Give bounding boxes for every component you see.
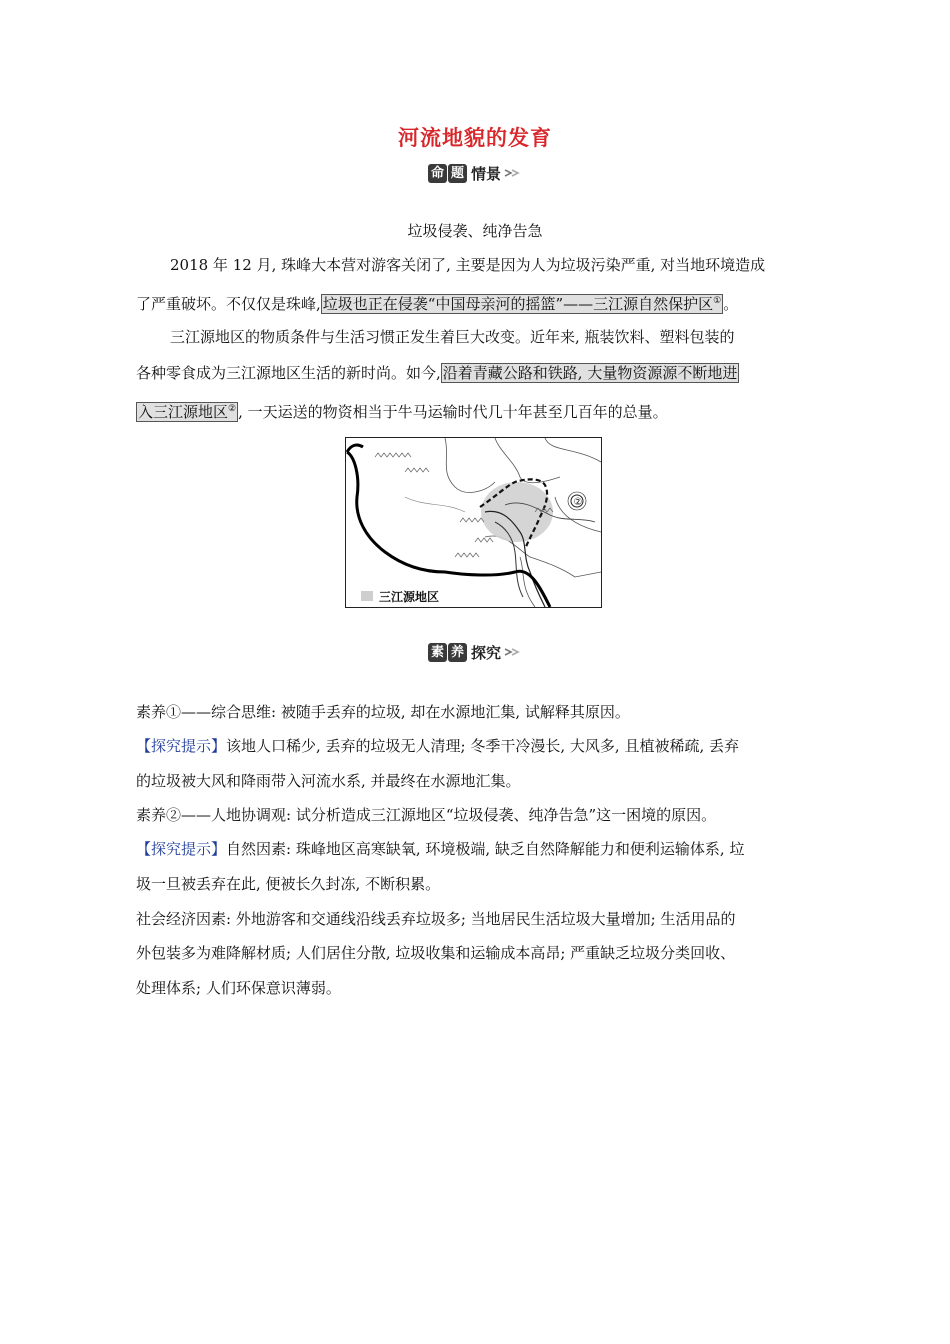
- scenario-p2-line1: 三江源地区的物质条件与生活习惯正发生着巨大改变。近年来, 瓶装饮料、塑料包装的: [170, 328, 735, 346]
- hint-label: 【探究提示】: [136, 737, 227, 755]
- text-run: 了严重破坏。不仅仅是珠峰,: [136, 295, 321, 313]
- answer-2-line3: 社会经济因素: 外地游客和交通线沿线丢弃垃圾多; 当地居民生活垃圾大量增加; 生活用品的: [136, 910, 736, 928]
- scenario-p2-line2: [136, 362, 826, 384]
- hint-label: 【探究提示】: [136, 840, 227, 858]
- highlight-text: 入三江源地区: [138, 403, 229, 421]
- highlight-annotation-2a: 沿着青藏公路和铁路, 大量物资源源不断地进: [442, 364, 738, 382]
- tag-box-2: 题: [448, 164, 467, 183]
- sanjiangyuan-map: [345, 437, 602, 608]
- legend-label: 三江源地区: [379, 590, 440, 604]
- footnote-marker: ②: [228, 404, 237, 414]
- section-tag-scenario: [0, 162, 950, 184]
- highlight-annotation-2b: [136, 402, 238, 422]
- double-arrow-icon: [504, 647, 522, 657]
- text-run: 。: [723, 295, 739, 313]
- map-marker-label: ②: [573, 497, 583, 508]
- text-run: 各种零食成为三江源地区生活的新时尚。如今,: [136, 364, 441, 382]
- answer-2-line1: [136, 838, 826, 860]
- scenario-p2-line3: [136, 398, 826, 423]
- section-tag-inquiry: [0, 641, 950, 663]
- scenario-p1-line2: [136, 290, 826, 315]
- tag-box-1: 素: [428, 643, 447, 662]
- legend-swatch: [361, 591, 373, 601]
- text-run: 自然因素: 珠峰地区高寒缺氧, 环境极端, 缺乏自然降解能力和便利运输体系, 垃: [226, 840, 745, 858]
- double-arrow-icon: [504, 168, 522, 178]
- scenario-subtitle: 垃圾侵袭、纯净告急: [407, 222, 543, 240]
- answer-1-line1: [136, 735, 826, 757]
- question-2: 素养②——人地协调观: 试分析造成三江源地区“垃圾侵袭、纯净告急”这一困境的原因。: [136, 806, 717, 824]
- answer-1-line2: 的垃圾被大风和降雨带入河流水系, 并最终在水源地汇集。: [136, 772, 521, 790]
- tag-text: 探究: [470, 643, 501, 662]
- answer-2-line4: 外包装多为难降解材质; 人们居住分散, 垃圾收集和运输成本高昂; 严重缺乏垃圾分类回收、: [136, 944, 736, 962]
- tag-box-1: 命: [428, 164, 447, 183]
- question-1: 素养①——综合思维: 被随手丢弃的垃圾, 却在水源地汇集, 试解释其原因。: [136, 703, 630, 721]
- text-run: 该地人口稀少, 丢弃的垃圾无人清理; 冬季干冷漫长, 大风多, 且植被稀疏, 丢弃: [226, 737, 739, 755]
- highlight-text: 垃圾也正在侵袭“中国母亲河的摇篮”——三江源自然保护区: [322, 295, 714, 313]
- text-run: , 一天运送的物资相当于牛马运输时代几十年甚至几百年的总量。: [238, 403, 668, 421]
- page-title: 河流地貌的发育: [398, 126, 552, 150]
- scenario-p1-line1: 2018 年 12 月, 珠峰大本营对游客关闭了, 主要是因为人为垃圾污染严重, 对当地环境造成: [170, 256, 766, 274]
- map-figure: [345, 437, 602, 608]
- tag-text: 情景: [470, 164, 501, 183]
- tag-box-2: 养: [448, 643, 467, 662]
- answer-2-line5: 处理体系; 人们环保意识薄弱。: [136, 979, 341, 997]
- answer-2-line2: 圾一旦被丢弃在此, 便被长久封冻, 不断积累。: [136, 875, 441, 893]
- highlight-annotation-1: [321, 294, 723, 314]
- footnote-marker: ①: [713, 296, 722, 306]
